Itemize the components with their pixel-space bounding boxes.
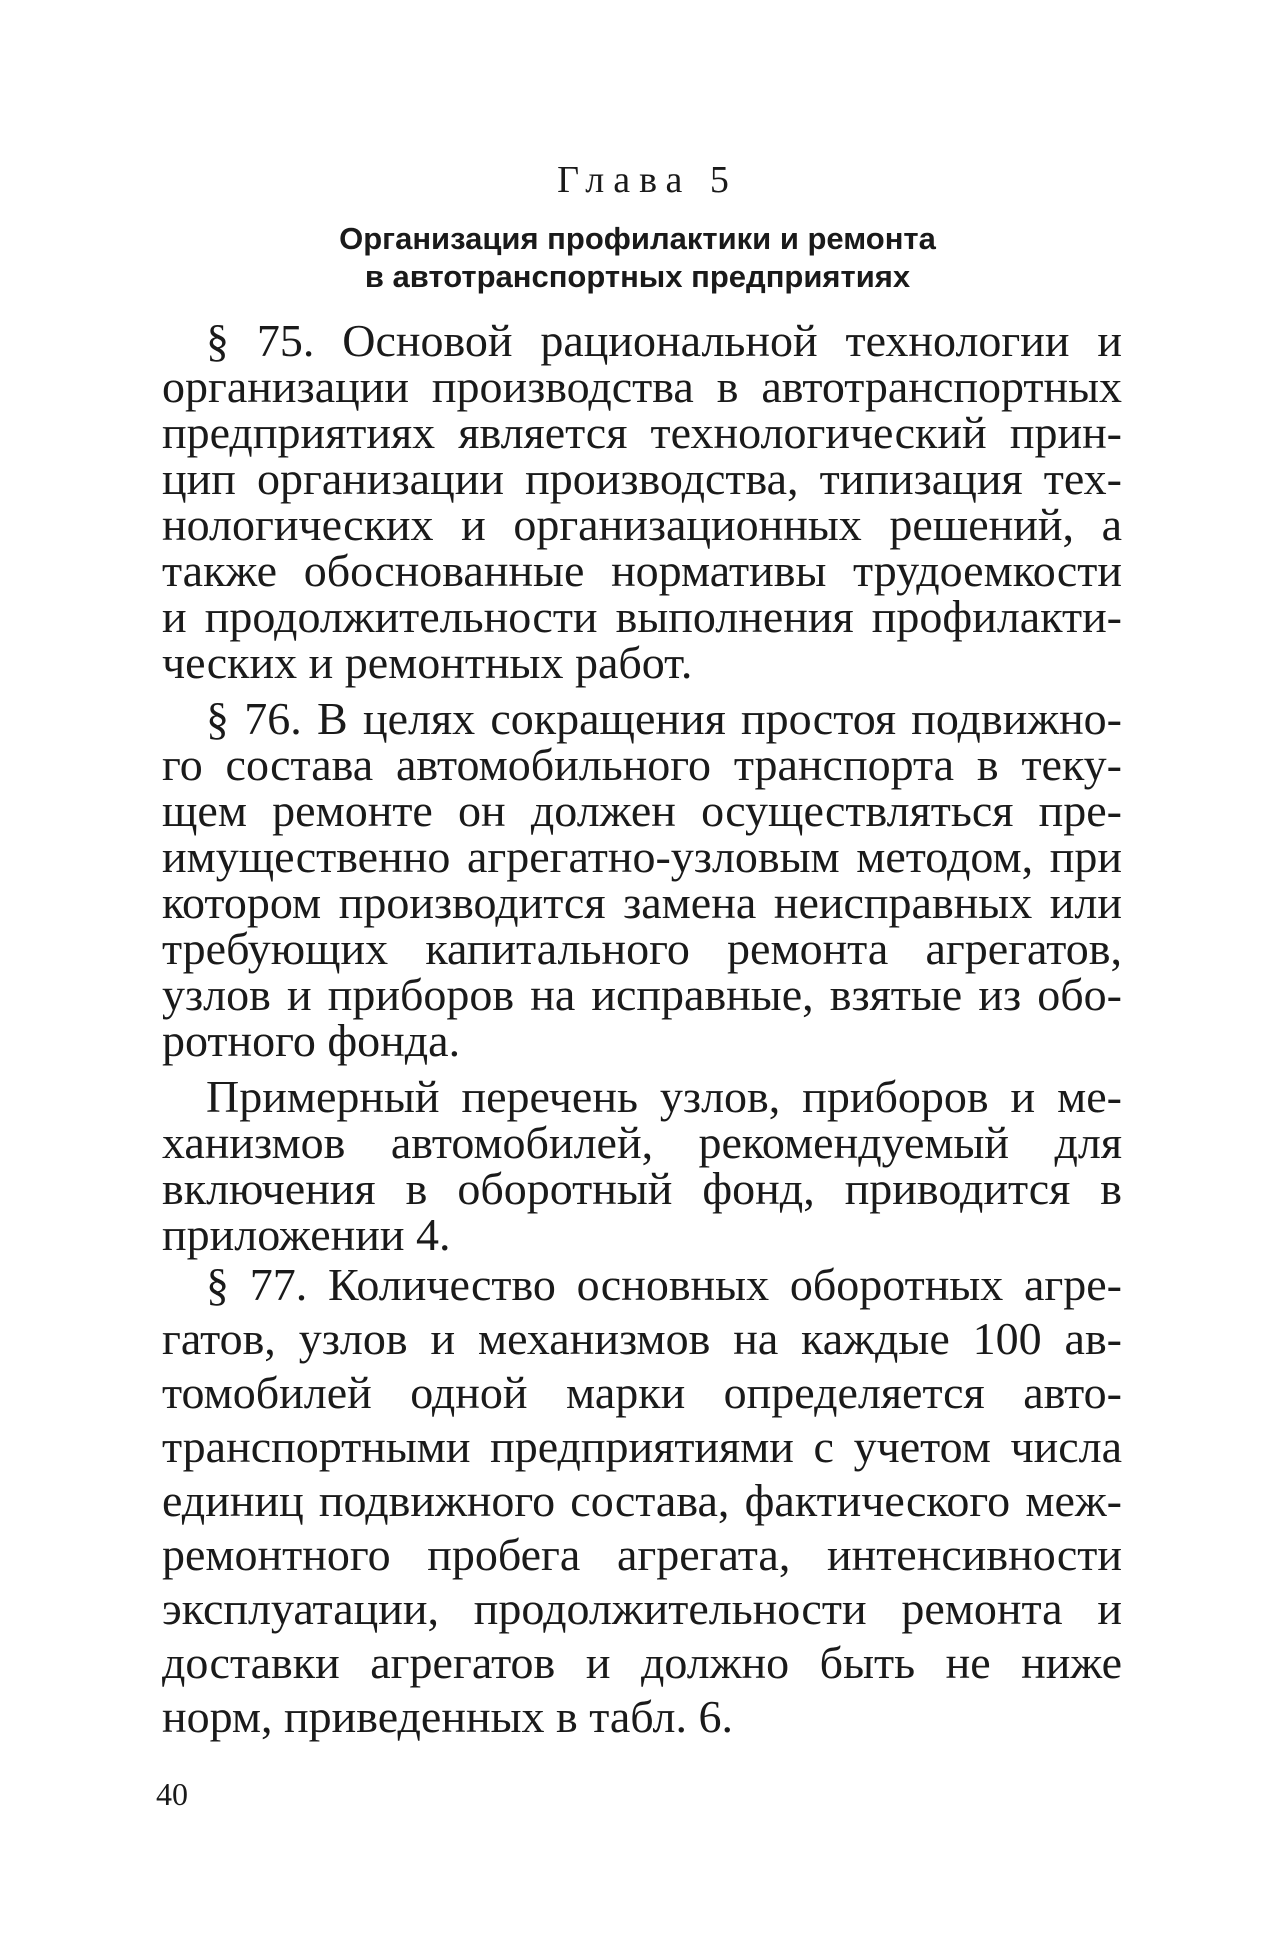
text-line: также обоснованные нормативы трудоемкости [162, 545, 1122, 596]
chapter-label: Глава 5 [557, 159, 738, 201]
text-line: единиц подвижного состава, фактического меж- [162, 1475, 1122, 1526]
text-line: цип организации производства, типизация тех- [162, 453, 1122, 504]
text-line: и продолжительности выполнения профилакти- [162, 591, 1122, 642]
text-line: ротного фонда. [162, 1015, 461, 1066]
text-line: ханизмов автомобилей, рекомендуемый для [162, 1117, 1122, 1168]
text-line: приложении 4. [162, 1209, 451, 1260]
text-line: доставки агрегатов и должно быть не ниже [162, 1637, 1122, 1688]
text-line: требующих капитального ремонта агрегатов, [162, 923, 1122, 974]
text-line: гатов, узлов и механизмов на каждые 100 ав- [162, 1313, 1122, 1364]
text-line: § 77. Количество основных оборотных агре- [206, 1259, 1122, 1310]
text-line: транспортными предприятиями с учетом числа [162, 1421, 1122, 1472]
text-line: ческих и ремонтных работ. [162, 637, 693, 688]
text-line: Примерный перечень узлов, приборов и ме- [206, 1071, 1122, 1122]
text-line: узлов и приборов на исправные, взятые из обо- [162, 969, 1122, 1020]
text-line: имущественно агрегатно-узловым методом, при [162, 831, 1122, 882]
chapter-title-line: Организация профилактики и ремонта [339, 221, 936, 256]
text-line: § 75. Основой рациональной технологии и [206, 315, 1122, 366]
text-line: включения в оборотный фонд, приводится в [162, 1163, 1122, 1214]
chapter-title-line: в автотранспортных предприятиях [364, 259, 911, 294]
chapter-title [0, 220, 1275, 296]
text-line: организации производства в автотранспортных [162, 361, 1122, 412]
text-line: § 76. В целях сокращения простоя подвижно- [206, 693, 1122, 744]
text-line: го состава автомобильного транспорта в теку- [162, 739, 1122, 790]
text-line: щем ремонте он должен осуществляться пре- [162, 785, 1122, 836]
text-line: эксплуатации, продолжительности ремонта и [162, 1583, 1122, 1634]
text-line: нологических и организационных решений, а [162, 499, 1122, 550]
text-line: томобилей одной марки определяется авто- [162, 1367, 1122, 1418]
text-line: норм, приведенных в табл. 6. [162, 1691, 734, 1742]
text-line: котором производится замена неисправных или [162, 877, 1122, 928]
text-line: ремонтного пробега агрегата, интенсивности [162, 1529, 1122, 1580]
page-number: 40 [156, 1776, 188, 1812]
text-line: предприятиях является технологический прин- [162, 407, 1122, 458]
